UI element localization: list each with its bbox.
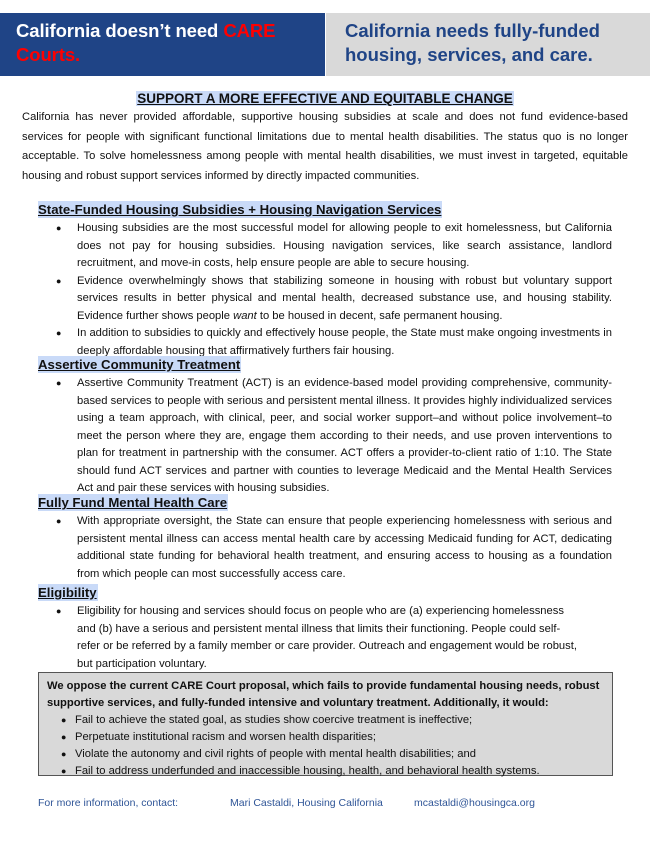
list-item — [38, 603, 612, 673]
list-item — [47, 763, 604, 780]
list-item-text: In addition to subsidies to quickly and effectively house people, the State must make ongoing investments in deeply affordable housing that affirmatively furthers fair housing. — [77, 327, 612, 357]
header-right-line1: California needs fully-funded — [345, 20, 600, 41]
page-title — [0, 90, 650, 107]
section-act — [38, 356, 612, 498]
contact-label: For more information, contact: — [38, 797, 179, 809]
list-item — [38, 325, 612, 360]
list-item-text: Perpetuate institutional racism and worsen health disparities; — [75, 731, 376, 743]
list-item-text: Fail to address underfunded and inaccessible housing, health, and behavioral health systems. — [75, 765, 540, 777]
list-item-text: Evidence overwhelmingly shows that stabilizing someone in housing with robust but voluntary support services results in better physical and mental health, decreased substance use, and housing stability. Evidence further shows people — [77, 274, 612, 322]
bullet-icon: ● — [56, 328, 62, 338]
bullet-icon: ● — [56, 378, 62, 388]
section-heading: Fully Fund Mental Health Care — [38, 495, 228, 510]
bullet-list — [38, 603, 612, 673]
bullet-list — [38, 513, 612, 583]
page-title-text: SUPPORT A MORE EFFECTIVE AND EQUITABLE CHANGE — [137, 91, 513, 106]
bullet-icon: ● — [56, 223, 62, 233]
list-item-text: Fail to achieve the stated goal, as studies show coercive treatment is ineffective; — [75, 714, 473, 726]
list-item-text: With appropriate oversight, the State can ensure that people experiencing homelessness with serious and persistent mental illness can access mental health care by accessing Medicaid funding for ACT, dedicating additional state funding for behavioral health treatment, and ensuring access to housing as a foundation from which people can most successfully access care. — [77, 515, 612, 580]
section-heading: State-Funded Housing Subsidies + Housing Navigation Services — [38, 202, 442, 217]
list-item-text: Assertive Community Treatment (ACT) is an evidence-based model providing comprehensive, community-based services to people with serious and persistent mental illness. It provides highly individualized services using a team approach, with clinical, peer, and social worker support–and without police involvement–to meet the person where they are, engage them according to their needs, and use proven interventions to plan for treatment in partnership with the consumer. ACT offers a provider-to-client ratio of 1:10. The State should fund ACT services and partner with counties to leverage Medicaid and the Mental Health Services Act and pair these services with housing subsidies. — [77, 377, 612, 494]
oppose-bullet-list — [47, 712, 604, 780]
section-heading: Eligibility — [38, 585, 97, 600]
intro-paragraph: California has never provided affordable, supportive housing subsidies at scale and does not fund evidence-based services for people with significant functional limitations due to mental health disabilities. The status quo is no longer acceptable. To solve homelessness among people with mental health disabilities, we must invest in targeted, equitable housing and robust support services informed by directly impacted communities. — [22, 111, 628, 182]
list-item-text: Eligibility for housing and services should focus on people who are (a) experiencing homelessness and (b) have a serious and persistent mental illness that limits their functioning. People could self-refer or be referred by a family member or care provider. Outreach and engagement would be robust, but participation voluntary. — [77, 605, 577, 670]
header-right-panel — [325, 13, 650, 76]
section-heading: Assertive Community Treatment — [38, 357, 241, 372]
list-item — [47, 729, 604, 746]
contact-email-link[interactable]: mcastaldi@housingca.org — [414, 797, 535, 809]
bullet-icon: ● — [61, 732, 67, 742]
bullet-icon: ● — [61, 766, 67, 776]
list-item — [38, 273, 612, 326]
header-left-red-care: CARE — [223, 20, 276, 41]
list-item-text: Housing subsidies are the most successful model for allowing people to exit homelessness, but California does not pay for housing subsidies. Housing navigation services, like search assistance, landlord recruitment, and move-in costs, help ensure people are able to secure housing. — [77, 222, 612, 269]
bullet-list — [38, 375, 612, 498]
bullet-icon: ● — [61, 715, 67, 725]
oppose-lead-text: We oppose the current CARE Court proposal, which fails to provide fundamental housing needs, robust supportive services, and fully-funded intensive and voluntary treatment. Additionally, it would: — [47, 680, 600, 709]
bullet-icon: ● — [61, 749, 67, 759]
header-left-text: California doesn’t need — [16, 20, 224, 41]
header-left-red-courts: Courts. — [16, 44, 81, 65]
bullet-icon: ● — [56, 516, 62, 526]
header-banner — [0, 13, 650, 76]
list-item — [47, 712, 604, 729]
list-item — [47, 746, 604, 763]
section-mental-health-care — [38, 494, 612, 583]
list-item-emphasis: want — [233, 309, 257, 322]
list-item-text: Violate the autonomy and civil rights of people with mental health disabilities; and — [75, 748, 476, 760]
list-item-text: to be housed in decent, safe permanent housing. — [256, 309, 503, 322]
bullet-list — [38, 220, 612, 360]
list-item — [38, 375, 612, 498]
section-housing-subsidies — [38, 201, 612, 360]
header-left-panel — [0, 13, 325, 76]
bullet-icon: ● — [56, 275, 62, 286]
list-item — [38, 220, 612, 273]
section-eligibility — [38, 584, 612, 673]
list-item — [38, 513, 612, 583]
header-right-line2: housing, services, and care. — [345, 44, 593, 65]
bullet-icon: ● — [56, 606, 62, 616]
contact-name: Mari Castaldi, Housing California — [230, 797, 383, 809]
oppose-callout-box — [38, 672, 613, 776]
